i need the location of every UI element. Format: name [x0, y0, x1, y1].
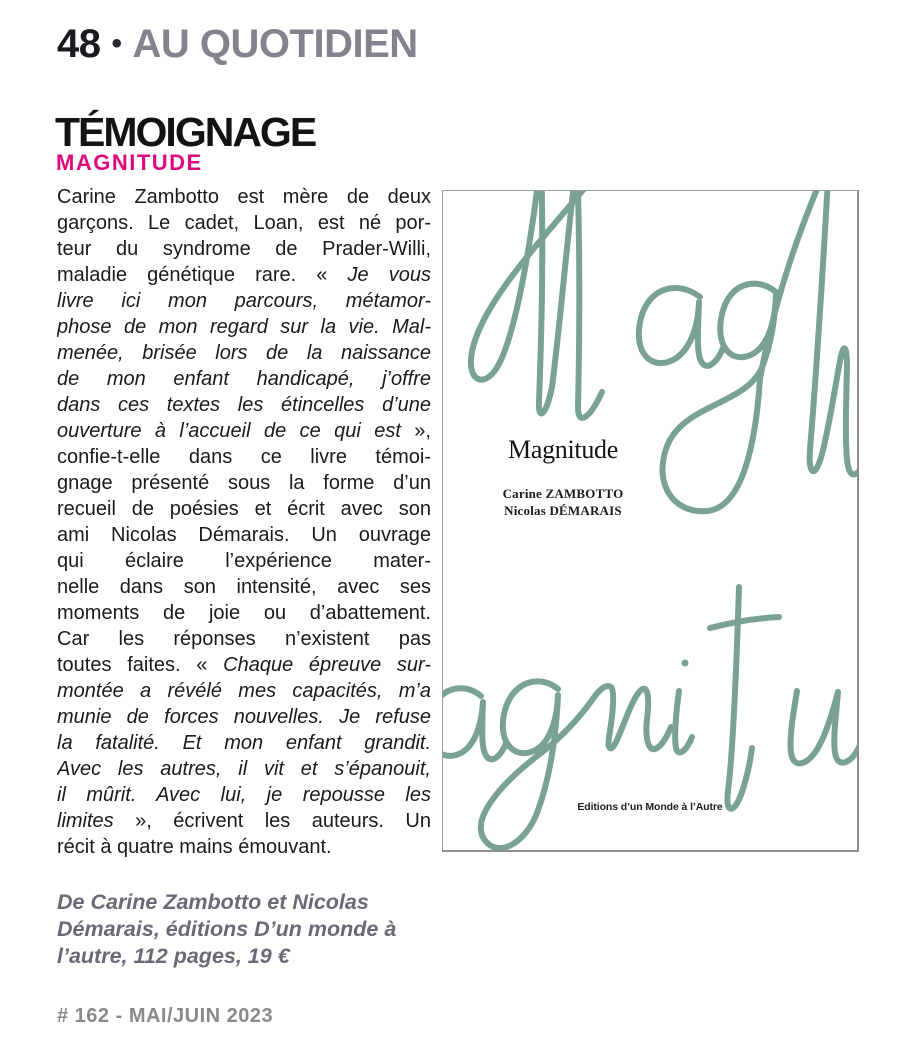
- article-line: munie de forces nouvelles. Je refuse: [57, 706, 431, 728]
- book-credit: [57, 889, 457, 970]
- article-line: ouverture à l’accueil de ce qui est »,: [57, 420, 431, 442]
- script-letter-a2: [443, 688, 506, 759]
- article-kicker: TÉMOIGNAGE: [55, 109, 316, 155]
- article-line: ami Nicolas Démarais. Un ouvrage: [57, 524, 431, 546]
- article-line: toutes faites. « Chaque épreuve sur-: [57, 654, 431, 676]
- article-line: récit à quatre mains émouvant.: [57, 836, 332, 858]
- article-rubric-title: MAGNITUDE: [56, 150, 203, 175]
- script-letter-g2: [481, 681, 595, 848]
- issue-footer: # 162 - MAI/JUIN 2023: [57, 1005, 274, 1027]
- script-letter-i: [675, 691, 692, 752]
- article-line: montée a révélé mes capacités, m’a: [57, 680, 431, 702]
- article-line: moments de joie ou d’abattement.: [57, 602, 431, 624]
- script-letter-u: [791, 691, 857, 763]
- article-line: Avec les autres, il vit et s’épanouit,: [57, 758, 431, 780]
- cover-author: Nicolas DÉMARAIS: [504, 503, 622, 518]
- article-line: teur du syndrome de Prader-Willi,: [57, 238, 431, 260]
- script-letter-n: [810, 191, 857, 475]
- cover-authors: [443, 485, 683, 519]
- article-line: nelle dans son intensité, avec ses: [57, 576, 431, 598]
- script-letter-a: [639, 288, 723, 366]
- script-letter-M: [471, 191, 605, 418]
- credit-line: De Carine Zambotto et Nicolas: [57, 890, 369, 914]
- credit-line: Démarais, éditions D’un monde à: [57, 917, 397, 941]
- cover-publisher: Editions d’un Monde à l’Autre: [577, 801, 723, 813]
- bullet-separator-icon: •: [111, 27, 122, 60]
- section-title: AU QUOTIDIEN: [132, 22, 418, 66]
- page-header: [57, 22, 418, 66]
- article-line: il mûrit. Avec lui, je repousse les: [57, 784, 431, 806]
- article-line: livre ici mon parcours, métamor-: [57, 290, 431, 312]
- article-line: recueil de poésies et écrit avec son: [57, 498, 431, 520]
- book-cover-image: [442, 190, 859, 852]
- article-line: garçons. Le cadet, Loan, est né por-: [57, 212, 431, 234]
- article-line: Carine Zambotto est mère de deux: [57, 186, 431, 208]
- article-line: confie-t-elle dans ce livre témoi-: [57, 446, 431, 468]
- article-line: de mon enfant handicapé, j’offre: [57, 368, 431, 390]
- article-line: phose de mon regard sur la vie. Mal-: [57, 316, 431, 338]
- article-line: dans ces textes les étincelles d’une: [57, 394, 431, 416]
- article-line: maladie génétique rare. « Je vous: [57, 264, 431, 286]
- script-t-crossbar: [710, 617, 779, 628]
- page-number: 48: [57, 22, 101, 66]
- script-letter-n2: [595, 686, 671, 749]
- article-body: [57, 184, 431, 860]
- article-line: limites », écrivent les auteurs. Un: [57, 810, 431, 832]
- credit-line: l’autre, 112 pages, 19 €: [57, 944, 290, 968]
- article-line: gnage présenté sous la forme d’un: [57, 472, 431, 494]
- article-line: qui éclaire l’expérience mater-: [57, 550, 431, 572]
- cover-book-title: Magnitude: [508, 435, 618, 464]
- article-line: la fatalité. Et mon enfant grandit.: [57, 732, 431, 754]
- article-line: Car les réponses n’existent pas: [57, 628, 431, 650]
- script-i-dot: [682, 660, 689, 667]
- article-line: menée, brisée lors de la naissance: [57, 342, 431, 364]
- cover-script-lettering: [443, 191, 857, 850]
- cover-author: Carine ZAMBOTTO: [502, 486, 624, 501]
